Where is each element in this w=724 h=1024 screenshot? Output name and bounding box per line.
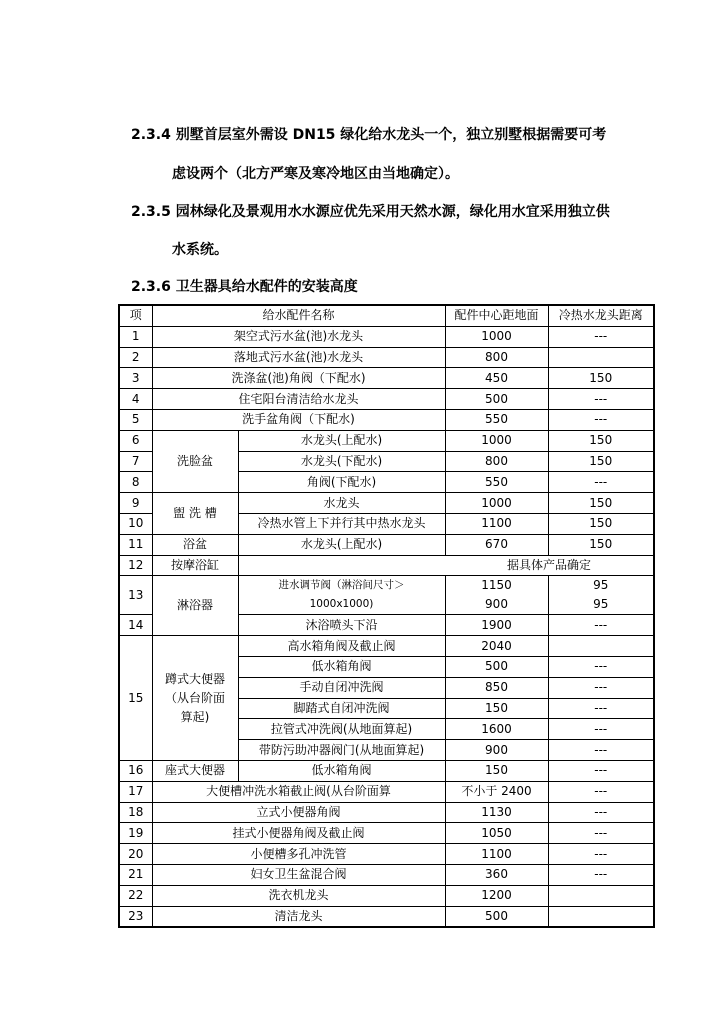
row-no: 16	[119, 760, 152, 781]
row-distance	[548, 636, 654, 657]
row-name: 沐浴喷头下沿	[238, 615, 445, 636]
table-row	[119, 430, 654, 451]
row-no: 4	[119, 389, 152, 410]
row-distance: ---	[548, 677, 654, 698]
table-row	[119, 864, 654, 885]
row-distance: ---	[548, 802, 654, 823]
row-no: 2	[119, 347, 152, 368]
row-name: 脚踏式自闭冲洗阀	[238, 698, 445, 719]
row-name: 小便槽多孔冲洗管	[152, 844, 445, 865]
table-row	[119, 823, 654, 844]
row-distance-line1: 95	[593, 578, 609, 593]
group-massage-tub: 按摩浴缸	[152, 555, 238, 576]
row-height: 800	[445, 347, 548, 368]
row-distance: ---	[548, 781, 654, 802]
row-no: 21	[119, 864, 152, 885]
row-height: 1100	[445, 844, 548, 865]
row-name: 挂式小便器角阀及截止阀	[152, 823, 445, 844]
row-name: 冷热水管上下并行其中热水龙头	[238, 513, 445, 534]
header-height: 配件中心距地面	[445, 305, 548, 326]
group-squat-line3: 算起)	[180, 709, 210, 724]
row-height: 1000	[445, 493, 548, 514]
row-height: 1000	[445, 326, 548, 347]
row-no: 3	[119, 368, 152, 389]
table-row	[119, 906, 654, 927]
row-no: 20	[119, 844, 152, 865]
table-row	[119, 493, 654, 514]
row-name	[238, 576, 445, 615]
table-row	[119, 576, 654, 615]
row-distance: ---	[548, 823, 654, 844]
table-row	[119, 636, 654, 657]
row-height: 不小于 2400	[445, 781, 548, 802]
row-distance: ---	[548, 656, 654, 677]
row-name: 高水箱角阀及截止阀	[238, 636, 445, 657]
group-squat-line2: （从台阶面	[164, 690, 225, 705]
row-name: 住宅阳台清洁给水龙头	[152, 389, 445, 410]
row-height: 1000	[445, 430, 548, 451]
row-name: 角阀(下配水)	[238, 472, 445, 493]
table-row	[119, 368, 654, 389]
row-name: 妇女卫生盆混合阀	[152, 864, 445, 885]
table-row	[119, 802, 654, 823]
row-height: 670	[445, 534, 548, 555]
row-height: 1050	[445, 823, 548, 844]
row-distance: 150	[548, 534, 654, 555]
row-height: 550	[445, 472, 548, 493]
row-no: 12	[119, 555, 152, 576]
row-name: 清洁龙头	[152, 906, 445, 927]
row-no: 19	[119, 823, 152, 844]
row-height: 850	[445, 677, 548, 698]
paragraph-2-3-4-line2: 虑设两个（北方严寒及寒冷地区由当地确定）。	[172, 166, 459, 182]
row-distance: ---	[548, 326, 654, 347]
row-height: 1600	[445, 719, 548, 740]
row-no: 13	[119, 576, 152, 615]
row-name: 大便槽冲洗水箱截止阀(从台阶面算	[152, 781, 445, 802]
row-distance: 150	[548, 513, 654, 534]
row-name: 立式小便器角阀	[152, 802, 445, 823]
table-row	[119, 885, 654, 906]
row-distance: ---	[548, 389, 654, 410]
row-name: 洗手盆角阀（下配水)	[152, 409, 445, 430]
row-name: 落地式污水盆(池)水龙头	[152, 347, 445, 368]
row-height: 550	[445, 409, 548, 430]
group-squat-toilet	[152, 636, 238, 761]
group-wash-trough: 盥 洗 槽	[152, 493, 238, 535]
row-height: 450	[445, 368, 548, 389]
group-seat-toilet: 座式大便器	[152, 760, 238, 781]
row-no: 17	[119, 781, 152, 802]
row-name: 低水箱角阀	[238, 656, 445, 677]
row-distance-line2: 95	[593, 597, 609, 612]
table-row	[119, 389, 654, 410]
row-height: 360	[445, 864, 548, 885]
header-no: 项	[119, 305, 152, 326]
row-no: 1	[119, 326, 152, 347]
row-name: 架空式污水盆(池)水龙头	[152, 326, 445, 347]
row-distance: 150	[548, 451, 654, 472]
row-no: 22	[119, 885, 152, 906]
row-distance	[548, 885, 654, 906]
row-name: 水龙头(上配水)	[238, 534, 445, 555]
row-distance: ---	[548, 760, 654, 781]
row-name: 水龙头(上配水)	[238, 430, 445, 451]
table-row	[119, 555, 654, 576]
row-no: 5	[119, 409, 152, 430]
header-name: 给水配件名称	[152, 305, 445, 326]
row-no: 8	[119, 472, 152, 493]
table-row	[119, 844, 654, 865]
header-distance: 冷热水龙头距离	[548, 305, 654, 326]
row-no: 10	[119, 513, 152, 534]
row-no: 7	[119, 451, 152, 472]
table-row	[119, 781, 654, 802]
row-height: 1100	[445, 513, 548, 534]
row-no: 6	[119, 430, 152, 451]
row-distance	[548, 576, 654, 615]
row-distance: ---	[548, 615, 654, 636]
row-name: 低水箱角阀	[238, 760, 445, 781]
row-distance: ---	[548, 740, 654, 761]
row-no: 14	[119, 615, 152, 636]
group-washbasin: 洗脸盆	[152, 430, 238, 492]
row-note: 据具体产品确定	[445, 555, 654, 576]
row-height	[445, 576, 548, 615]
row-height: 2040	[445, 636, 548, 657]
row-height: 500	[445, 389, 548, 410]
row-distance: ---	[548, 409, 654, 430]
row-no: 11	[119, 534, 152, 555]
row-height-line1: 1150	[481, 578, 512, 593]
row-distance: ---	[548, 844, 654, 865]
row-distance: ---	[548, 472, 654, 493]
row-name: 手动自闭冲洗阀	[238, 677, 445, 698]
row-distance: 150	[548, 430, 654, 451]
group-bathtub: 浴盆	[152, 534, 238, 555]
row-name: 洗涤盆(池)角阀（下配水)	[152, 368, 445, 389]
row-height: 900	[445, 740, 548, 761]
row-height: 800	[445, 451, 548, 472]
row-name: 水龙头	[238, 493, 445, 514]
paragraph-2-3-5-line1: 2.3.5 园林绿化及景观用水水源应优先采用天然水源，绿化用水宜采用独立供	[131, 204, 610, 220]
fixture-height-table	[118, 304, 655, 928]
row-height: 1200	[445, 885, 548, 906]
row-distance: ---	[548, 719, 654, 740]
table-row	[119, 347, 654, 368]
group-squat-line1: 蹲式大便器	[164, 671, 225, 686]
table-row	[119, 409, 654, 430]
row-height: 150	[445, 698, 548, 719]
row-name	[238, 555, 445, 576]
row-name: 拉管式冲洗阀(从地面算起)	[238, 719, 445, 740]
table-row	[119, 760, 654, 781]
table-header-row	[119, 305, 654, 326]
table-row	[119, 534, 654, 555]
row-height: 500	[445, 906, 548, 927]
row-name: 水龙头(下配水)	[238, 451, 445, 472]
paragraph-2-3-5-line2: 水系统。	[172, 242, 228, 258]
row-distance	[548, 347, 654, 368]
row-distance: ---	[548, 698, 654, 719]
row-height-line2: 900	[485, 597, 508, 612]
row-name-line1: 进水调节阀（淋浴间尺寸＞	[278, 579, 405, 592]
row-no: 23	[119, 906, 152, 927]
table-row	[119, 326, 654, 347]
row-no: 18	[119, 802, 152, 823]
row-name: 带防污助冲器阀门(从地面算起)	[238, 740, 445, 761]
group-shower: 淋浴器	[152, 576, 238, 636]
row-height: 150	[445, 760, 548, 781]
row-distance: 150	[548, 368, 654, 389]
row-height: 1900	[445, 615, 548, 636]
row-distance: ---	[548, 864, 654, 885]
row-no: 9	[119, 493, 152, 514]
row-distance: 150	[548, 493, 654, 514]
row-name: 洗衣机龙头	[152, 885, 445, 906]
row-height: 1130	[445, 802, 548, 823]
row-name-line2: 1000x1000)	[309, 598, 374, 611]
row-no: 15	[119, 636, 152, 761]
paragraph-2-3-4-line1: 2.3.4 别墅首层室外需设 DN15 绿化给水龙头一个，独立别墅根据需要可考	[131, 127, 607, 143]
section-heading-2-3-6: 2.3.6 卫生器具给水配件的安装高度	[131, 279, 358, 295]
row-distance	[548, 906, 654, 927]
row-height: 500	[445, 656, 548, 677]
